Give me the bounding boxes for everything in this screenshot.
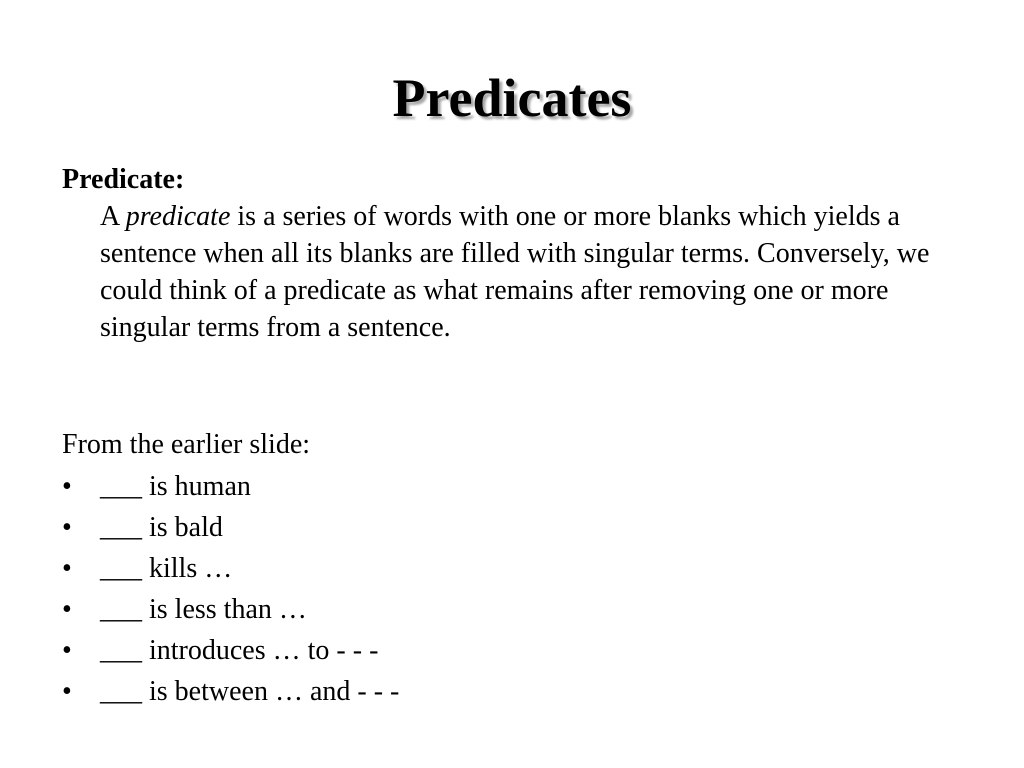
bullet-icon: •	[62, 553, 72, 584]
bullet-icon: •	[62, 512, 72, 543]
bullet-icon: •	[62, 635, 72, 666]
definition-term: predicate	[125, 201, 231, 232]
definition-body: is a series of words with one or more blanks which yields a sentence when all its blanks are filled with singular terms. Conversely, we could think of a predicate as what remains after removing one or more singular terms from a sentence.	[100, 201, 930, 343]
list-item-text: ___ is human	[100, 471, 251, 502]
list-item-text: ___ is between … and - - -	[100, 676, 400, 707]
bullet-icon: •	[62, 594, 72, 625]
definition-heading: Predicate:	[62, 164, 185, 195]
definition-article: A	[100, 201, 119, 232]
definition-paragraph	[100, 198, 980, 346]
list-item-text: ___ is bald	[100, 512, 223, 543]
list-item-text: ___ kills …	[100, 553, 233, 584]
bullet-icon: •	[62, 471, 72, 502]
examples-intro: From the earlier slide:	[62, 429, 311, 460]
list-item-text: ___ introduces … to - - -	[100, 635, 379, 666]
list-item-text: ___ is less than …	[100, 594, 307, 625]
bullet-icon: •	[62, 676, 72, 707]
slide-title: Predicates	[392, 68, 632, 128]
